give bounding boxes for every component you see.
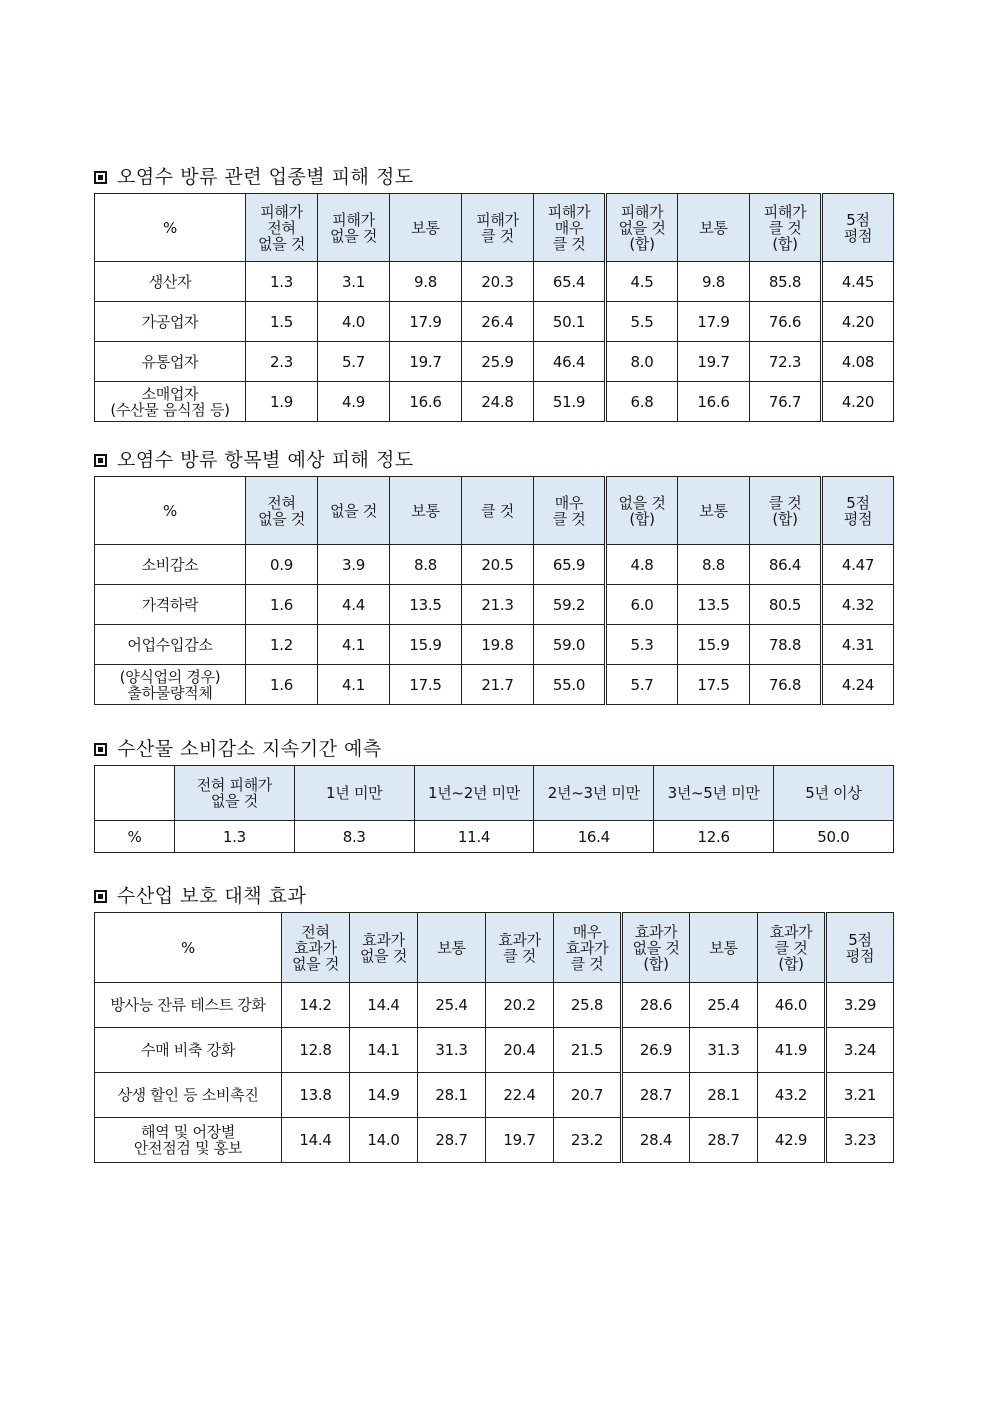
value-cell: 86.4: [750, 545, 822, 585]
table-row: [95, 665, 894, 705]
value-cell: 4.8: [606, 545, 678, 585]
value-cell: 76.6: [750, 302, 822, 342]
row-label: [95, 983, 282, 1028]
cell-text-line: 평점: [843, 509, 873, 528]
row-label: [95, 262, 246, 302]
value-cell: 50.0: [773, 821, 893, 853]
column-header: [282, 913, 350, 983]
cell-text-line: 매우: [554, 493, 584, 512]
cell-text-line: 생산자: [148, 272, 192, 291]
cell-text-line: 없을 것: [359, 946, 408, 965]
value-cell: 28.6: [622, 983, 690, 1028]
cell-text-line: 클 것: [552, 234, 586, 253]
cell-text-line: 전혀: [301, 922, 330, 941]
value-cell: 85.8: [750, 262, 822, 302]
column-header: [622, 913, 690, 983]
square-bullet-icon: [94, 171, 107, 184]
value-cell: 5.7: [606, 665, 678, 705]
cell-text-line: 상생 할인 등 소비촉진: [117, 1086, 259, 1104]
table-row: [95, 983, 894, 1028]
section-title: [94, 165, 893, 189]
table-row: [95, 262, 894, 302]
value-cell: 12.6: [654, 821, 774, 853]
cell-text-line: 5점: [846, 493, 870, 512]
cell-text-line: 없을 것: [257, 234, 306, 253]
value-cell: 1.9: [246, 382, 318, 422]
value-cell: 0.9: [246, 545, 318, 585]
value-cell: 65.9: [534, 545, 606, 585]
value-cell: 55.0: [534, 665, 606, 705]
cell-text-line: 클 것: [481, 501, 514, 520]
cell-text-line: 효과가: [634, 922, 678, 941]
value-cell: 21.7: [462, 665, 534, 705]
column-header: [418, 913, 486, 983]
cell-text-line: 유통업자: [141, 352, 199, 371]
value-cell: 1.5: [246, 302, 318, 342]
section-title: [94, 737, 893, 761]
table-row: [95, 382, 894, 422]
value-cell: 20.7: [554, 1073, 622, 1118]
cell-text-line: 클 것: [768, 493, 802, 512]
column-header: [758, 913, 826, 983]
header-row: [95, 913, 894, 983]
column-header: [678, 477, 750, 545]
section-damage-by-industry: [94, 165, 893, 422]
cell-text-line: 보통: [709, 938, 738, 957]
value-cell: 1.3: [246, 262, 318, 302]
row-label: [95, 1073, 282, 1118]
row-label: [95, 545, 246, 585]
column-header: [826, 913, 894, 983]
value-cell: 1.2: [246, 625, 318, 665]
cell-text-line: 1년 미만: [326, 784, 383, 802]
section-title-text: 수산물 소비감소 지속기간 예측: [117, 738, 382, 760]
value-cell: 28.7: [690, 1118, 758, 1163]
cell-text-line: 없을 것: [618, 493, 666, 512]
expected-damage-by-item-table: [94, 476, 894, 705]
value-cell: 14.1: [350, 1028, 418, 1073]
value-cell: 4.20: [822, 382, 894, 422]
value-cell: 76.7: [750, 382, 822, 422]
value-cell: 3.1: [318, 262, 390, 302]
cell-text-line: (합): [778, 954, 804, 973]
column-header: [318, 477, 390, 545]
header-row: [95, 766, 894, 821]
value-cell: 19.8: [462, 625, 534, 665]
value-cell: 9.8: [678, 262, 750, 302]
column-header: [606, 477, 678, 545]
value-cell: 17.9: [390, 302, 462, 342]
cell-text-line: 클 것: [570, 954, 604, 973]
row-label: [95, 585, 246, 625]
value-cell: 14.0: [350, 1118, 418, 1163]
column-header: [246, 477, 318, 545]
column-header: [773, 766, 893, 821]
value-cell: 3.23: [826, 1118, 894, 1163]
value-cell: 8.8: [678, 545, 750, 585]
value-cell: 4.1: [318, 625, 390, 665]
cell-text-line: (수산물 음식점 등): [110, 400, 230, 419]
table-row: [95, 545, 894, 585]
value-cell: 4.32: [822, 585, 894, 625]
cell-text-line: 전혀: [267, 218, 296, 237]
value-cell: 4.1: [318, 665, 390, 705]
value-cell: 42.9: [758, 1118, 826, 1163]
cell-text-line: 클 것: [768, 218, 802, 237]
cell-text-line: 보통: [699, 218, 728, 237]
corner-header: %: [95, 477, 246, 545]
value-cell: 11.4: [414, 821, 534, 853]
cell-text-line: 소매업자: [141, 384, 199, 403]
cell-text-line: 가공업자: [141, 312, 199, 331]
value-cell: 76.8: [750, 665, 822, 705]
value-cell: 14.2: [282, 983, 350, 1028]
value-cell: 5.7: [318, 342, 390, 382]
column-header: [654, 766, 774, 821]
value-cell: 6.8: [606, 382, 678, 422]
value-cell: 21.3: [462, 585, 534, 625]
consumption-decline-duration-table: [94, 765, 894, 853]
column-header: [414, 766, 534, 821]
cell-text-line: (양식업의 경우): [119, 667, 221, 686]
table-row: [95, 585, 894, 625]
value-cell: 24.8: [462, 382, 534, 422]
column-header: [678, 194, 750, 262]
row-label: [95, 302, 246, 342]
value-cell: 4.0: [318, 302, 390, 342]
value-cell: 17.5: [678, 665, 750, 705]
value-cell: 13.5: [678, 585, 750, 625]
cell-text-line: 없을 것: [257, 509, 306, 528]
cell-text-line: 없을 것: [632, 938, 680, 957]
cell-text-line: (합): [629, 509, 655, 528]
value-cell: 19.7: [678, 342, 750, 382]
section-title-text: 수산업 보호 대책 효과: [117, 885, 307, 907]
value-cell: 16.6: [390, 382, 462, 422]
section-expected-damage-by-item: [94, 448, 893, 705]
column-header: [246, 194, 318, 262]
cell-text-line: 보통: [437, 938, 466, 957]
cell-text-line: 피해가: [763, 202, 807, 221]
value-cell: 25.4: [418, 983, 486, 1028]
value-cell: 13.8: [282, 1073, 350, 1118]
cell-text-line: 소비감소: [141, 555, 199, 574]
value-cell: 25.9: [462, 342, 534, 382]
value-cell: 23.2: [554, 1118, 622, 1163]
value-cell: 1.6: [246, 585, 318, 625]
column-header: [750, 194, 822, 262]
value-cell: 4.31: [822, 625, 894, 665]
cell-text-line: 효과가: [565, 938, 609, 957]
value-cell: 17.5: [390, 665, 462, 705]
cell-text-line: 5점: [848, 930, 872, 949]
cell-text-line: 효과가: [769, 922, 813, 941]
value-cell: 14.9: [350, 1073, 418, 1118]
value-cell: 80.5: [750, 585, 822, 625]
header-row: [95, 477, 894, 545]
row-label: [95, 821, 175, 853]
cell-text-line: 3년~5년 미만: [667, 784, 760, 802]
value-cell: 46.0: [758, 983, 826, 1028]
cell-text-line: 5년 이상: [805, 784, 862, 802]
value-cell: 21.5: [554, 1028, 622, 1073]
value-cell: 59.2: [534, 585, 606, 625]
column-header: [318, 194, 390, 262]
cell-text-line: 5점: [846, 210, 870, 229]
value-cell: 3.29: [826, 983, 894, 1028]
corner-header: %: [95, 194, 246, 262]
value-cell: 31.3: [690, 1028, 758, 1073]
column-header: [750, 477, 822, 545]
value-cell: 51.9: [534, 382, 606, 422]
value-cell: 4.20: [822, 302, 894, 342]
cell-text-line: 클 것: [503, 946, 536, 965]
cell-text-line: 평점: [845, 946, 875, 965]
column-header: [822, 477, 894, 545]
value-cell: 4.9: [318, 382, 390, 422]
column-header: [390, 194, 462, 262]
cell-text-line: 안전점검 및 홍보: [133, 1139, 243, 1157]
section-title-text: 오염수 방류 항목별 예상 피해 정도: [117, 449, 414, 471]
cell-text-line: 클 것: [774, 938, 808, 957]
value-cell: 20.4: [486, 1028, 554, 1073]
value-cell: 50.1: [534, 302, 606, 342]
table-row: [95, 342, 894, 382]
value-cell: 4.08: [822, 342, 894, 382]
value-cell: 6.0: [606, 585, 678, 625]
value-cell: 8.3: [294, 821, 414, 853]
value-cell: 4.24: [822, 665, 894, 705]
table-row: [95, 1028, 894, 1073]
cell-text-line: 전혀 피해가: [196, 776, 273, 794]
value-cell: 3.9: [318, 545, 390, 585]
cell-text-line: 피해가: [260, 202, 303, 221]
value-cell: 28.4: [622, 1118, 690, 1163]
column-header: [390, 477, 462, 545]
value-cell: 15.9: [390, 625, 462, 665]
square-bullet-icon: [94, 454, 107, 467]
value-cell: 19.7: [486, 1118, 554, 1163]
column-header: [294, 766, 414, 821]
table-row: [95, 1073, 894, 1118]
table-row: [95, 302, 894, 342]
cell-text-line: 방사능 잔류 테스트 강화: [110, 996, 266, 1014]
value-cell: 2.3: [246, 342, 318, 382]
value-cell: 26.9: [622, 1028, 690, 1073]
column-header: [534, 477, 606, 545]
section-title: [94, 884, 893, 908]
value-cell: 4.47: [822, 545, 894, 585]
cell-text-line: (합): [772, 234, 798, 253]
value-cell: 59.0: [534, 625, 606, 665]
value-cell: 14.4: [282, 1118, 350, 1163]
corner-header: %: [95, 913, 282, 983]
cell-text-line: 출하물량적체: [127, 683, 213, 702]
value-cell: 9.8: [390, 262, 462, 302]
value-cell: 8.0: [606, 342, 678, 382]
column-header: [486, 913, 554, 983]
value-cell: 25.8: [554, 983, 622, 1028]
value-cell: 43.2: [758, 1073, 826, 1118]
cell-text-line: 효과가: [294, 938, 337, 957]
value-cell: 78.8: [750, 625, 822, 665]
value-cell: 4.4: [318, 585, 390, 625]
row-label: [95, 1118, 282, 1163]
cell-text-line: 없을 것: [291, 954, 340, 973]
value-cell: 3.21: [826, 1073, 894, 1118]
value-cell: 20.3: [462, 262, 534, 302]
protection-measure-effect-table: [94, 912, 894, 1163]
section-consumption-decline-duration: [94, 737, 893, 853]
value-cell: 4.5: [606, 262, 678, 302]
row-label: [95, 382, 246, 422]
cell-text-line: 1년~2년 미만: [428, 784, 520, 802]
cell-text-line: 수매 비축 강화: [140, 1041, 236, 1059]
cell-text-line: 해역 및 어장별: [140, 1123, 236, 1141]
value-cell: 28.1: [690, 1073, 758, 1118]
value-cell: 65.4: [534, 262, 606, 302]
column-header: [554, 913, 622, 983]
cell-text-line: 보통: [699, 501, 728, 520]
column-header: [175, 766, 295, 821]
value-cell: 5.5: [606, 302, 678, 342]
cell-text-line: 없을 것: [329, 226, 378, 245]
table-row: [95, 625, 894, 665]
column-header: [462, 477, 534, 545]
cell-text-line: 평점: [843, 226, 873, 245]
cell-text-line: (합): [772, 509, 798, 528]
value-cell: 20.2: [486, 983, 554, 1028]
cell-text-line: 클 것: [552, 509, 586, 528]
column-header: [606, 194, 678, 262]
value-cell: 5.3: [606, 625, 678, 665]
value-cell: 31.3: [418, 1028, 486, 1073]
value-cell: 25.4: [690, 983, 758, 1028]
column-header: [690, 913, 758, 983]
cell-text-line: 전혀: [267, 493, 296, 512]
square-bullet-icon: [94, 743, 107, 756]
value-cell: 14.4: [350, 983, 418, 1028]
header-row: [95, 194, 894, 262]
value-cell: 28.7: [622, 1073, 690, 1118]
section-title-text: 오염수 방류 관련 업종별 피해 정도: [117, 166, 414, 188]
value-cell: 16.6: [678, 382, 750, 422]
cell-text-line: %: [127, 827, 142, 846]
value-cell: 16.4: [534, 821, 654, 853]
corner-header: [95, 766, 175, 821]
value-cell: 20.5: [462, 545, 534, 585]
cell-text-line: (합): [643, 954, 669, 973]
value-cell: 13.5: [390, 585, 462, 625]
cell-text-line: 2년~3년 미만: [547, 784, 640, 802]
square-bullet-icon: [94, 890, 107, 903]
value-cell: 3.24: [826, 1028, 894, 1073]
cell-text-line: 보통: [411, 501, 440, 520]
value-cell: 17.9: [678, 302, 750, 342]
column-header: [534, 194, 606, 262]
cell-text-line: 가격하락: [141, 595, 199, 614]
table-row: [95, 821, 894, 853]
column-header: [534, 766, 654, 821]
cell-text-line: (합): [629, 234, 655, 253]
cell-text-line: 피해가: [547, 202, 591, 221]
value-cell: 22.4: [486, 1073, 554, 1118]
cell-text-line: 보통: [411, 218, 440, 237]
cell-text-line: 매우: [572, 922, 602, 941]
cell-text-line: 없을 것: [329, 501, 378, 520]
value-cell: 46.4: [534, 342, 606, 382]
row-label: [95, 665, 246, 705]
value-cell: 26.4: [462, 302, 534, 342]
value-cell: 19.7: [390, 342, 462, 382]
cell-text-line: 없을 것: [618, 218, 666, 237]
cell-text-line: 피해가: [620, 202, 664, 221]
value-cell: 12.8: [282, 1028, 350, 1073]
value-cell: 1.3: [175, 821, 295, 853]
column-header: [822, 194, 894, 262]
cell-text-line: 클 것: [481, 226, 514, 245]
value-cell: 28.7: [418, 1118, 486, 1163]
cell-text-line: 어업수입감소: [127, 635, 213, 654]
value-cell: 15.9: [678, 625, 750, 665]
table-row: [95, 1118, 894, 1163]
section-title: [94, 448, 893, 472]
cell-text-line: 효과가: [498, 930, 541, 949]
value-cell: 72.3: [750, 342, 822, 382]
cell-text-line: 피해가: [476, 210, 519, 229]
value-cell: 4.45: [822, 262, 894, 302]
column-header: [350, 913, 418, 983]
value-cell: 8.8: [390, 545, 462, 585]
row-label: [95, 625, 246, 665]
value-cell: 28.1: [418, 1073, 486, 1118]
cell-text-line: 매우: [554, 218, 584, 237]
column-header: [462, 194, 534, 262]
section-protection-measure-effect: [94, 884, 893, 1163]
row-label: [95, 342, 246, 382]
cell-text-line: 피해가: [332, 210, 375, 229]
row-label: [95, 1028, 282, 1073]
cell-text-line: 없을 것: [210, 792, 258, 810]
cell-text-line: 효과가: [362, 930, 405, 949]
value-cell: 41.9: [758, 1028, 826, 1073]
damage-by-industry-table: [94, 193, 894, 422]
value-cell: 1.6: [246, 665, 318, 705]
